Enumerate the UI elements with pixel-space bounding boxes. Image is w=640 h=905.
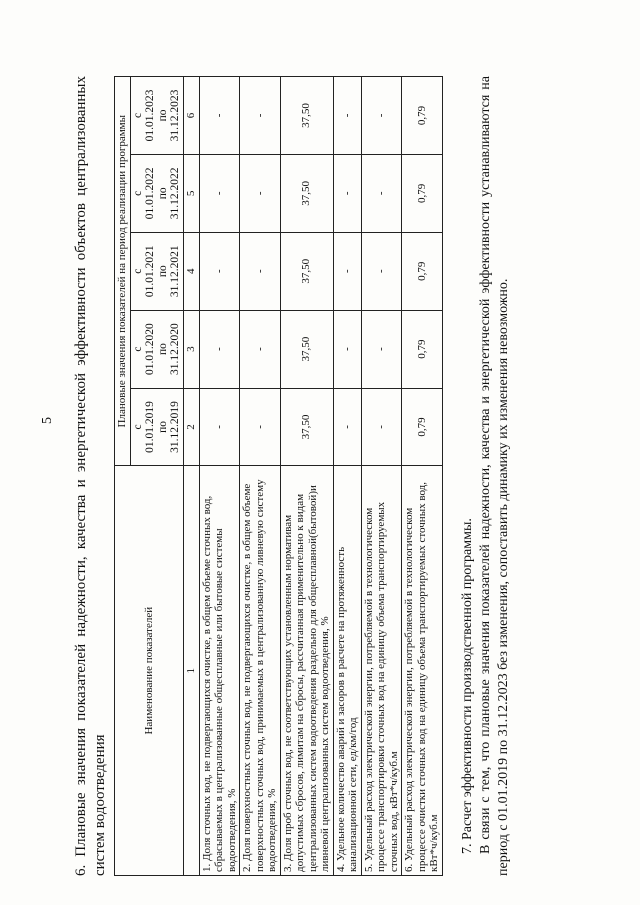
indicator-value: 37,50 [280,154,333,232]
indicator-value: - [333,388,361,466]
period-from: с [131,112,144,118]
table-row [361,77,402,876]
period-end: 31.12.2019 [169,401,181,453]
period-from: с [131,268,144,274]
period-from: с [131,346,144,352]
indicator-value: - [240,310,281,388]
indicator-value: - [240,77,281,155]
column-number: 4 [183,232,199,310]
table-row [333,77,361,876]
indicator-value: - [361,310,402,388]
period-start: 01.01.2019 [144,401,156,453]
section-7-body: В связи с тем, что плановые значения показателей надежности, качества и энергетической эффективности устанавливаются на период с 01.01.2019 по 31.12.2023 без изменения, сопоставить динамику их изменения невозможно. [477,76,511,876]
indicator-name: 4. Удельное количество аварий и засоров в расчете на протяженность канализационной сети, ед/км/год [333,466,361,876]
header-indicator-name: Наименование показателей [115,466,184,876]
indicator-value: 37,50 [280,232,333,310]
period-to: по [156,343,169,356]
period-header-4 [130,154,183,232]
table-row [402,77,443,876]
section-6-heading [72,76,110,876]
section-7-title: 7. Расчет эффективности производственной программы. [459,518,475,854]
indicator-value: - [333,310,361,388]
period-from: с [131,424,144,430]
indicator-name: 6. Удельный расход электрической энергии, потребляемой в технологическом процессе очистки сточных вод на единицу объема транспортируемых сточных вод, кВт*ч/куб.м [402,466,443,876]
period-start: 01.01.2023 [144,89,156,142]
column-number: 1 [183,466,199,876]
indicator-value: 0,79 [402,388,443,466]
period-end: 31.12.2023 [169,89,181,142]
period-start: 01.01.2021 [144,245,156,298]
period-to: по [156,109,169,122]
period-end: 31.12.2020 [169,323,181,375]
indicator-name: 2. Доля поверхностных сточных вод, не подвергающихся очистке, в общем объеме поверхностных сточных вод, принимаемых в централизованную ливневую систему водоотведения, % [240,466,281,876]
section-6-title: Плановые значения показателей надежности, качества и энергетической эффективности объектов централизованных систем водоотведения [73,76,108,876]
table-row [240,77,281,876]
table-row [199,77,240,876]
section-6-number: 6. [73,864,89,876]
section-7 [459,76,513,876]
rotated-page-content [72,76,592,876]
indicator-value: 0,79 [402,310,443,388]
indicators-table-body [199,77,442,876]
period-end: 31.12.2022 [169,167,181,220]
indicator-value: - [199,310,240,388]
period-to: по [156,421,169,433]
period-header-2 [130,310,183,388]
column-number: 2 [183,388,199,466]
header-planned-values: Плановые значения показателей на период реализации программы [115,77,131,466]
period-from: с [131,190,144,196]
indicator-value: - [333,154,361,232]
column-number: 6 [183,77,199,155]
indicator-value: 0,79 [402,77,443,155]
indicator-value: - [240,154,281,232]
column-number: 5 [183,154,199,232]
period-to: по [156,265,169,278]
indicator-value: - [240,388,281,466]
indicator-value: - [361,232,402,310]
indicator-value: 0,79 [402,232,443,310]
indicators-table [114,76,443,876]
indicator-value: - [333,77,361,155]
indicator-value: 37,50 [280,77,333,155]
indicator-name: 5. Удельный расход электрической энергии, потребляемой в технологическом процессе транспортировки сточных вод на единицу объема транспортируемых сточных вод, кВт*ч/куб.м [361,466,402,876]
indicator-value: - [240,232,281,310]
indicator-value: - [361,77,402,155]
indicator-value: 37,50 [280,388,333,466]
column-number-row [183,77,199,876]
period-end: 31.12.2021 [169,245,181,298]
indicator-name: 3. Доля проб сточных вод, не соответствующих установленным нормативам допустимых сбросов, лимитам на сбросы, рассчитанная применительно к видам централизованных систем водоотведения раздельно для общесплавной(бытовой)и ливневой централизованных систем водоотведения, % [280,466,333,876]
indicator-value: - [199,388,240,466]
table-row [280,77,333,876]
indicator-value: 37,50 [280,310,333,388]
indicator-value: - [199,77,240,155]
period-header-3 [130,232,183,310]
page-number: 5 [40,417,55,424]
period-to: по [156,187,169,200]
period-start: 01.01.2020 [144,323,156,375]
column-number: 3 [183,310,199,388]
indicator-value: - [361,388,402,466]
period-start: 01.01.2022 [144,167,156,220]
indicator-value: - [199,154,240,232]
indicator-name: 1. Доля сточных вод, не подвергающихся очистке, в общем объеме сточных вод, сбрасываемых в централизованные общесплавные или бытовые системы водоотведения, % [199,466,240,876]
indicator-value: - [333,232,361,310]
indicator-value: 0,79 [402,154,443,232]
period-header-1 [130,388,183,466]
indicator-value: - [199,232,240,310]
indicator-value: - [361,154,402,232]
period-header-5 [130,77,183,155]
